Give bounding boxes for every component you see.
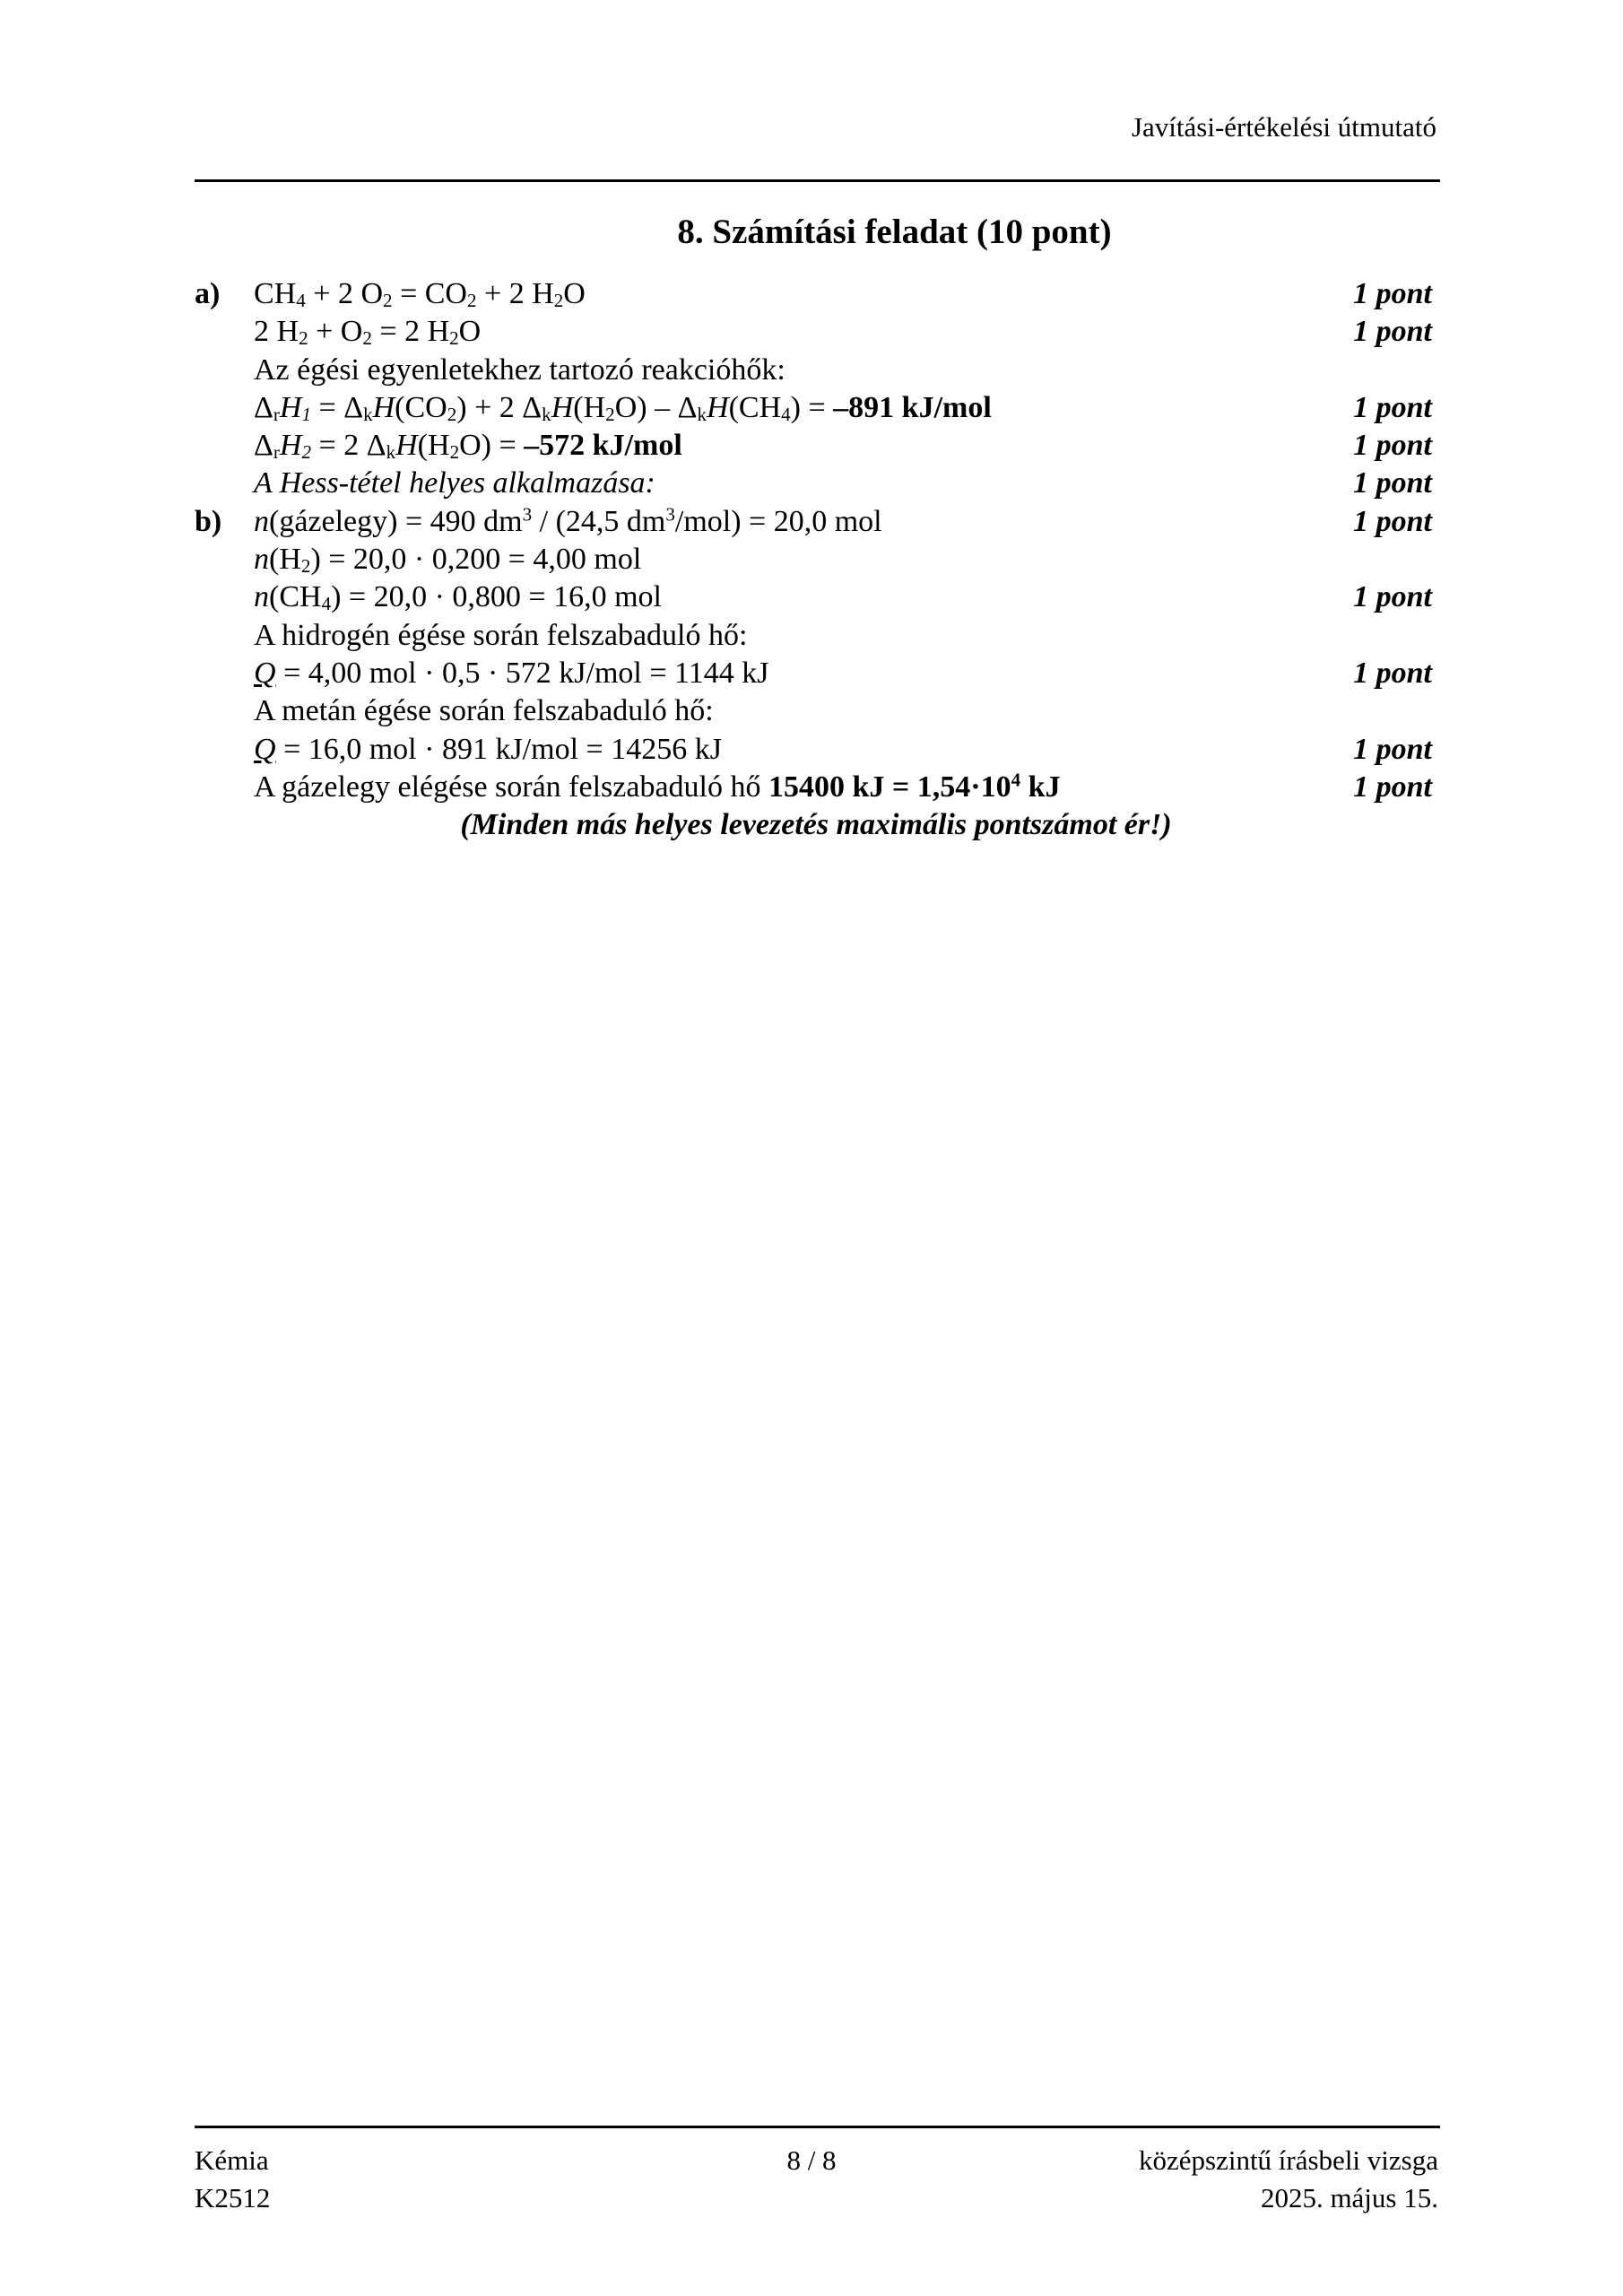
footer-date: 2025. május 15. bbox=[1260, 2182, 1438, 2213]
part-label-b: b) bbox=[195, 504, 222, 538]
footer-exam-level: középszintű írásbeli vizsga bbox=[1138, 2144, 1438, 2176]
total-heat-result: A gázelegy elégése során felszabaduló hő 15400 kJ = $1,54\cdot 10^4$ kJ bbox=[254, 769, 1061, 804]
row-b9 bbox=[195, 806, 1432, 844]
reaction-heats-heading: Az égési egyenletekhez tartozó reakcióhők: bbox=[254, 352, 785, 387]
reaction-heat-2: $\Delta_rH_2 = 2$ $\Delta_kH(H_2O) = -572$ kJ/mol bbox=[254, 429, 682, 463]
reaction-heat-1: $\Delta_rH_1 = \Delta_kH(CO_2) + 2$ $\Delta_kH(H_2O) - \Delta_kH(CH_4) = -891$ kJ/mol bbox=[254, 390, 992, 425]
points-label: 1 pont bbox=[1353, 770, 1432, 804]
footer-right bbox=[1139, 2142, 1438, 2217]
row-b7 bbox=[195, 731, 1432, 769]
row-b8 bbox=[195, 769, 1432, 806]
row-b5 bbox=[195, 655, 1432, 692]
equation-methane-combustion: $CH_4 + 2$ $O_2 = CO_2 + 2$ $H_2O$ bbox=[254, 277, 586, 311]
header-rule bbox=[195, 179, 1440, 182]
row-b1 bbox=[195, 503, 1432, 541]
methane-amount: $n(CH_4) = 20,0 \cdot 0,800 = 16,0$ mol bbox=[254, 580, 662, 615]
row-b3 bbox=[195, 578, 1432, 616]
footer-page-number: 8 / 8 bbox=[786, 2144, 837, 2176]
header-title: Javítási-értékelési útmutató bbox=[1131, 111, 1436, 143]
row-b4 bbox=[195, 617, 1432, 655]
task-title: 8. Számítási feladat (10 pont) bbox=[677, 213, 1112, 251]
part-label-a: a) bbox=[195, 277, 221, 310]
row-a4 bbox=[195, 389, 1432, 427]
row-a6 bbox=[195, 465, 1432, 502]
points-label: 1 pont bbox=[1353, 390, 1432, 424]
points-label: 1 pont bbox=[1353, 580, 1432, 614]
points-label: 1 pont bbox=[1353, 466, 1432, 500]
hydrogen-amount: $n(H_2) = 20,0 \cdot 0,200 = 4,00$ mol bbox=[254, 543, 642, 577]
row-a2 bbox=[195, 313, 1432, 351]
points-label: 1 pont bbox=[1353, 656, 1432, 690]
points-label: 1 pont bbox=[1353, 504, 1432, 538]
footer-subject: Kémia bbox=[195, 2144, 269, 2176]
gas-mixture-amount: n(gázelegy) = 490 $dm^3 / (24,5$ $dm^3/mol) = 20,0$ mol bbox=[254, 503, 882, 538]
row-a1 bbox=[195, 275, 1432, 313]
footer-rule bbox=[195, 2126, 1440, 2128]
points-label: 1 pont bbox=[1353, 429, 1432, 463]
points-label: 1 pont bbox=[1353, 732, 1432, 766]
methane-heat-calc: Q = 16,0 mol · 891 kJ/mol = 14256 kJ bbox=[254, 732, 722, 766]
hess-law-note: A Hess-tétel helyes alkalmazása: bbox=[254, 466, 655, 500]
row-a5 bbox=[195, 427, 1432, 465]
hydrogen-heat-calc: Q = 4,00 mol · 0,5 · 572 kJ/mol = 1144 kJ bbox=[254, 656, 769, 690]
solution-body bbox=[195, 275, 1432, 844]
row-a3 bbox=[195, 352, 1432, 389]
equation-hydrogen-combustion: 2 $H_2 + O_2 = 2$ $H_2O$ bbox=[254, 315, 482, 350]
hydrogen-heat-heading: A hidrogén égése során felszabaduló hő: bbox=[254, 618, 748, 652]
points-label: 1 pont bbox=[1353, 315, 1432, 349]
methane-heat-heading: A metán égése során felszabaduló hő: bbox=[254, 694, 714, 728]
alternative-solution-note: (Minden más helyes levezetés maximális pontszámot ér!) bbox=[460, 808, 1172, 842]
points-label: 1 pont bbox=[1353, 277, 1432, 310]
row-b2 bbox=[195, 541, 1432, 578]
row-b6 bbox=[195, 692, 1432, 730]
footer-code: K2512 bbox=[195, 2182, 271, 2213]
